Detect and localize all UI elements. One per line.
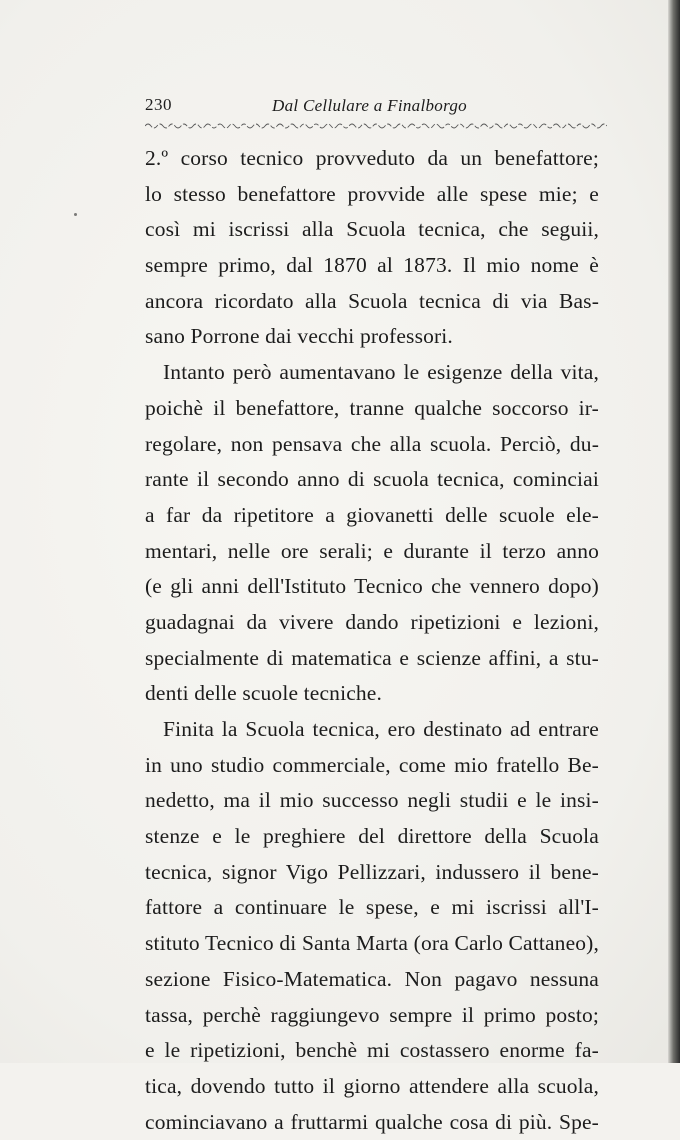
text-line: così mi iscrissi alla Scuola tecnica, che seguii,	[145, 217, 599, 242]
paragraph-start-line: Finita la Scuola tecnica, ero destinato ad entrare	[163, 717, 599, 741]
page-binding-edge	[668, 0, 680, 1063]
text-line: ancora ricordato alla Scuola tecnica di via Bas-	[145, 288, 599, 313]
text-line: poichè il benefattore, tranne qualche soccorso ir-	[145, 395, 599, 420]
text-line: rante il secondo anno di scuola tecnica, cominciai	[145, 467, 599, 492]
text-line: guadagnai da vivere dando ripetizioni e lezioni,	[145, 609, 599, 634]
text-line: stituto Tecnico di Santa Marta (ora Carlo Cattaneo),	[145, 931, 599, 956]
text-line: tassa, perchè raggiungevo sempre il primo posto;	[145, 1002, 599, 1027]
header-ornament-rule	[145, 121, 607, 131]
running-title: Dal Cellulare a Finalborgo	[272, 96, 467, 115]
text-line: a far da ripetitore a giovanetti delle scuole ele-	[145, 502, 599, 527]
text-line: tica, dovendo tutto il giorno attendere alla scuola,	[145, 1073, 599, 1098]
text-line: sano Porrone dai vecchi professori.	[145, 324, 453, 349]
text-line: sezione Fisico-Matematica. Non pagavo nessuna	[145, 966, 599, 991]
text-line: specialmente di matematica e scienze affini, a stu-	[145, 645, 599, 670]
paragraph-start-line: Intanto però aumentavano le esigenze della vita,	[163, 360, 599, 385]
text-line: sempre primo, dal 1870 al 1873. Il mio nome è	[145, 253, 599, 278]
text-line: regolare, non pensava che alla scuola. Perciò, du-	[145, 431, 599, 456]
body-text	[145, 141, 599, 1140]
text-line: tecnica, signor Vigo Pellizzari, indussero il bene-	[145, 859, 599, 884]
page-number: 230	[145, 95, 172, 114]
text-line: cominciavano a fruttarmi qualche cosa di più. Spe-	[145, 1109, 599, 1134]
text-line: 2.º corso tecnico provveduto da un benefattore;	[145, 146, 599, 170]
text-line: in uno studio commerciale, come mio fratello Be-	[145, 752, 599, 777]
text-line: stenze e le preghiere del direttore della Scuola	[145, 824, 599, 849]
text-line: fattore a continuare le spese, e mi iscrissi all'I-	[145, 895, 599, 920]
text-line: lo stesso benefattore provvide alle spese mie; e	[145, 181, 599, 206]
text-line: denti delle scuole tecniche.	[145, 681, 383, 706]
page-header	[145, 95, 605, 119]
text-line: mentari, nelle ore serali; e durante il terzo anno	[145, 538, 599, 563]
text-line: e le ripetizioni, benchè mi costassero enorme fa-	[145, 1038, 599, 1063]
text-line: (e gli anni dell'Istituto Tecnico che vennero dopo)	[145, 574, 599, 599]
paper-speck	[74, 213, 77, 216]
text-line: nedetto, ma il mio successo negli studii e le insi-	[145, 788, 599, 813]
